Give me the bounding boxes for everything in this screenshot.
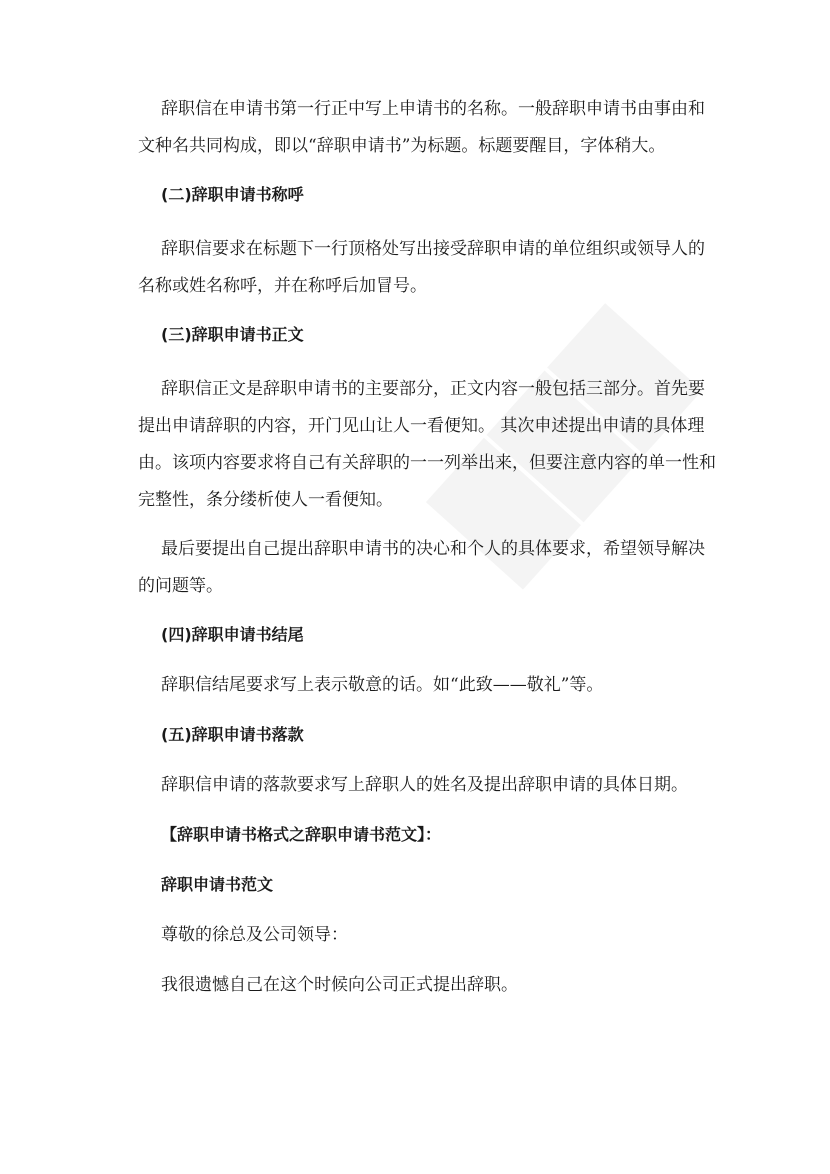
section-heading-salutation: (二)辞职申请书称呼 <box>161 185 304 204</box>
paragraph-line: 最后要提出自己提出辞职申请书的决心和个人的具体要求，希望领导解决 <box>161 539 705 559</box>
section-heading-body: (三)辞职申请书正文 <box>161 325 304 344</box>
paragraph-line: 提出申请辞职的内容，开门见山让人一看便知。 其次申述提出申请的具体理 <box>138 416 705 436</box>
paragraph-line: 文种名共同构成，即以“辞职申请书”为标题。标题要醒目，字体稍大。 <box>138 136 666 156</box>
section-heading-closing: (四)辞职申请书结尾 <box>161 625 304 644</box>
paragraph-line: 辞职信正文是辞职申请书的主要部分，正文内容一般包括三部分。首先要 <box>161 379 705 399</box>
paragraph-line: 辞职信申请的落款要求写上辞职人的姓名及提出辞职申请的具体日期。 <box>161 775 688 795</box>
section-heading-signature: (五)辞职申请书落款 <box>161 725 304 744</box>
paragraph-line: 由。该项内容要求将自己有关辞职的一一列举出来，但要注意内容的单一性和 <box>138 453 716 473</box>
section-heading-sample: 辞职申请书范文 <box>161 875 274 894</box>
paragraph-line: 名称或姓名称呼，并在称呼后加冒号。 <box>138 276 427 296</box>
paragraph-line: 的问题等。 <box>138 576 223 596</box>
section-heading-sample-intro: 【辞职申请书格式之辞职申请书范文】： <box>161 825 442 844</box>
paragraph-line: 完整性，条分缕析使人一看便知。 <box>138 490 393 510</box>
paragraph-line: 辞职信在申请书第一行正中写上申请书的名称。一般辞职申请书由事由和 <box>161 99 705 119</box>
paragraph-line: 我很遗憾自己在这个时候向公司正式提出辞职。 <box>161 975 518 995</box>
paragraph-line: 辞职信要求在标题下一行顶格处写出接受辞职申请的单位组织或领导人的 <box>161 239 705 259</box>
paragraph-line: 辞职信结尾要求写上表示敬意的话。如“此致——敬礼”等。 <box>161 675 604 695</box>
paragraph-line: 尊敬的徐总及公司领导： <box>161 925 348 945</box>
